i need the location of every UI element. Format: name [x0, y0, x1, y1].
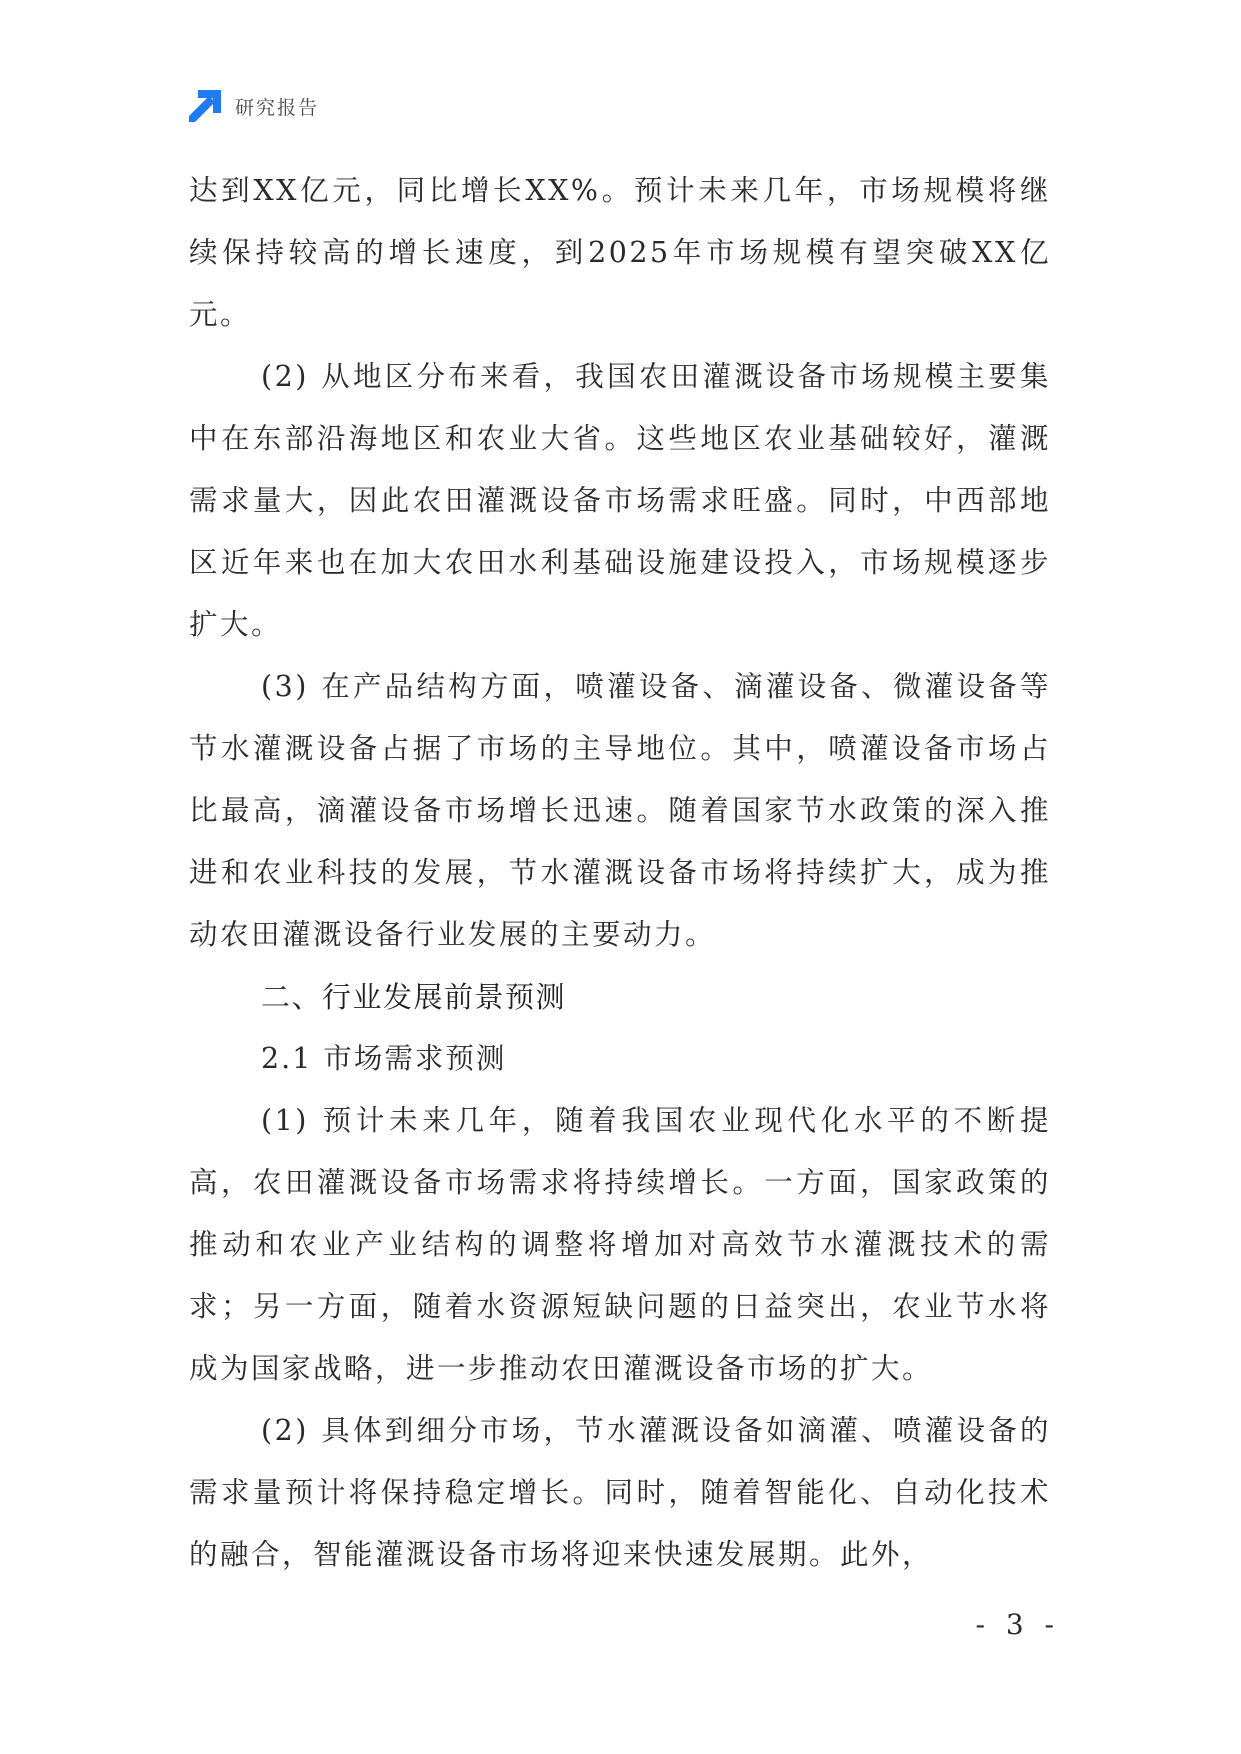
paragraph-product-structure: (3) 在产品结构方面，喷灌设备、滴灌设备、微灌设备等节水灌溉设备占据了市场的主导地位。其中，喷灌设备市场占比最高，滴灌设备市场增长迅速。随着国家节水政策的深入推进和农业科技的发展，节水灌溉设备市场将持续扩大，成为推动农田灌溉设备行业发展的主要动力。 — [189, 670, 1051, 951]
page-number: - 3 - — [975, 1608, 1060, 1641]
paragraph-demand-forecast: (1) 预计未来几年，随着我国农业现代化水平的不断提高，农田灌溉设备市场需求将持续增长。一方面，国家政策的推动和农业产业结构的调整将增加对高效节水灌溉技术的需求；另一方面，随着水资源短缺问题的日益突出，农业节水将成为国家战略，进一步推动农田灌溉设备市场的扩大。 — [189, 1104, 1051, 1385]
paragraph-segment-forecast: (2) 具体到细分市场，节水灌溉设备如滴灌、喷灌设备的需求量预计将保持稳定增长。同时，随着智能化、自动化技术的融合，智能灌溉设备市场将迎来快速发展期。此外， — [189, 1414, 1051, 1571]
report-header — [189, 88, 319, 124]
paragraph-regional-distribution: (2) 从地区分布来看，我国农田灌溉设备市场规模主要集中在东部沿海地区和农业大省。这些地区农业基础较好，灌溉需求量大，因此农田灌溉设备市场需求旺盛。同时，中西部地区近年来也在加大农田水利基础设施建设投入，市场规模逐步扩大。 — [189, 360, 1051, 641]
section-heading: 二、行业发展前景预测 — [261, 980, 567, 1014]
document-body — [189, 160, 1051, 1586]
header-title: 研究报告 — [235, 96, 320, 119]
subsection-heading: 2.1 市场需求预测 — [261, 1042, 507, 1075]
paragraph-market-size-continued: 达到XX亿元，同比增长XX%。预计未来几年，市场规模将继续保持较高的增长速度，到2025年市场规模有望突破XX亿元。 — [189, 174, 1051, 331]
arrow-up-right-icon — [189, 90, 221, 122]
